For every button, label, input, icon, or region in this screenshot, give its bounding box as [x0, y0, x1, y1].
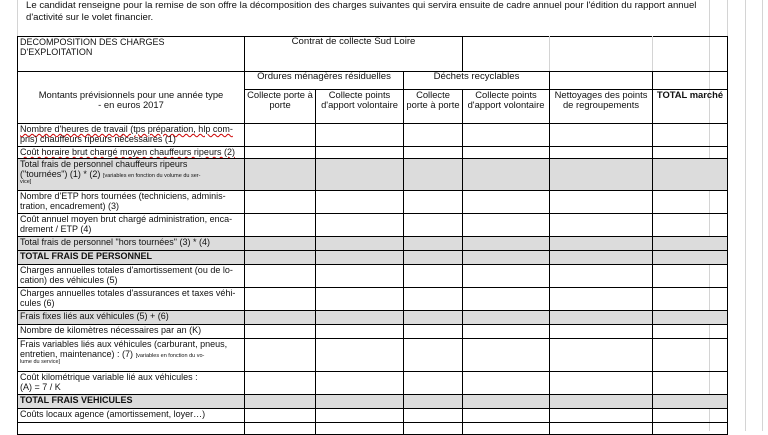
row-header-line-1: Montants prévisionnels pour une année type — [38, 89, 224, 100]
cell[interactable] — [550, 288, 653, 311]
col-header-3: Collecte porte à porte — [404, 90, 463, 124]
cell[interactable] — [653, 265, 728, 288]
cell[interactable] — [245, 124, 316, 147]
table-row — [18, 265, 728, 288]
row-label — [18, 372, 245, 395]
table-row — [18, 372, 728, 395]
grid-line — [745, 0, 746, 431]
group-omr: Ordures ménagères résiduelles — [245, 72, 404, 90]
table-row — [18, 191, 728, 214]
cell[interactable] — [463, 124, 550, 147]
cell[interactable] — [463, 423, 550, 435]
cell[interactable] — [404, 423, 463, 435]
row-label-note: vice] — [20, 179, 32, 185]
cell[interactable] — [653, 214, 728, 237]
cell[interactable] — [404, 147, 463, 159]
cell[interactable] — [316, 423, 404, 435]
table-row — [18, 124, 728, 147]
cell[interactable] — [653, 372, 728, 395]
cell[interactable] — [550, 325, 653, 339]
row-label-line: ("tournées") (1) * (2) — [20, 169, 101, 179]
cell[interactable] — [404, 395, 463, 409]
cell[interactable] — [316, 147, 404, 159]
cell[interactable] — [550, 311, 653, 325]
cell[interactable] — [550, 251, 653, 265]
table-row — [18, 159, 728, 191]
cell[interactable] — [316, 214, 404, 237]
row-label-line: (A) = 7 / K — [20, 382, 61, 392]
row-label-note: [variables en fonction du volume du ser- — [102, 173, 201, 179]
row-label — [18, 159, 245, 191]
cell[interactable] — [550, 423, 653, 435]
table-row — [18, 423, 728, 435]
cell[interactable] — [550, 159, 653, 191]
cell[interactable] — [463, 311, 550, 325]
group-recyclables: Déchets recyclables — [404, 72, 550, 90]
cell[interactable] — [550, 124, 653, 147]
cell[interactable] — [463, 395, 550, 409]
cell[interactable] — [653, 159, 728, 191]
cell[interactable] — [463, 237, 550, 251]
cell[interactable] — [463, 251, 550, 265]
row-label — [18, 265, 245, 288]
row-label-line: Frais variables liés aux véhicules (carburant, pneus, — [20, 339, 228, 349]
cell[interactable] — [316, 159, 404, 191]
row-label — [18, 214, 245, 237]
table-row — [18, 147, 728, 159]
cell[interactable] — [404, 124, 463, 147]
cell[interactable] — [404, 237, 463, 251]
cell[interactable] — [245, 288, 316, 311]
row-label-line: entretien, maintenance) : (7) — [20, 349, 134, 359]
grid-line — [762, 0, 763, 431]
col-header-1: Collecte porte à porte — [245, 90, 316, 124]
row-label-note: [variables en fonction du vo- — [135, 353, 205, 359]
cell[interactable] — [653, 423, 728, 435]
row-label: Coûts locaux agence (amortissement, loyer…) — [18, 409, 245, 423]
row-label-line: cation) des véhicules (5) — [20, 275, 118, 285]
cell[interactable] — [653, 251, 728, 265]
cell[interactable] — [245, 159, 316, 191]
cell[interactable] — [550, 372, 653, 395]
row-label-note: lume du service] — [20, 359, 61, 365]
cell[interactable] — [653, 237, 728, 251]
row-label: Frais fixes liés aux véhicules (5) + (6) — [18, 311, 245, 325]
row-label: TOTAL FRAIS VEHICULES — [18, 395, 245, 409]
charges-table — [17, 36, 728, 435]
row-label-line: Nombre d'heures de travail (tps préparation, hlp com- — [20, 124, 233, 134]
cell[interactable] — [245, 311, 316, 325]
col-header-5: Nettoyages des points de regroupements — [550, 90, 653, 124]
table-title — [18, 37, 245, 72]
cell[interactable] — [463, 409, 550, 423]
cell[interactable] — [550, 395, 653, 409]
empty-cell — [550, 37, 653, 72]
cell[interactable] — [245, 237, 316, 251]
cell[interactable] — [316, 339, 404, 372]
contract-name: Contrat de collecte Sud Loire — [245, 37, 463, 72]
intro-line-1: Le candidat renseigne pour la remise de son offre la décomposition des charges suivantes qui servira ensuite de cadre annuel pour l'édition du rapport annuel — [26, 0, 697, 11]
cell[interactable] — [653, 147, 728, 159]
cell[interactable] — [550, 147, 653, 159]
cell[interactable] — [404, 325, 463, 339]
row-label-line: Nombre d'ETP hors tournées (techniciens, adminis- — [20, 191, 226, 201]
table-row — [18, 237, 728, 251]
cell[interactable] — [653, 288, 728, 311]
table-row — [18, 288, 728, 311]
cell[interactable] — [316, 251, 404, 265]
cell[interactable] — [316, 325, 404, 339]
cell[interactable] — [245, 423, 316, 435]
cell[interactable] — [245, 325, 316, 339]
cell[interactable] — [550, 409, 653, 423]
cell[interactable] — [245, 395, 316, 409]
cell[interactable] — [18, 423, 245, 435]
cell[interactable] — [404, 288, 463, 311]
row-label: Nombre de kilomètres nécessaires par an (K) — [18, 325, 245, 339]
cell[interactable] — [316, 409, 404, 423]
cell[interactable] — [550, 191, 653, 214]
cell[interactable] — [245, 339, 316, 372]
header-row-columns — [18, 90, 728, 124]
cell[interactable] — [316, 237, 404, 251]
cell[interactable] — [550, 237, 653, 251]
intro-line-2: d'activité sur le volet financier. — [26, 12, 154, 23]
cell[interactable] — [316, 124, 404, 147]
table-row — [18, 409, 728, 423]
cell[interactable] — [404, 339, 463, 372]
cell[interactable] — [245, 147, 316, 159]
cell[interactable] — [463, 288, 550, 311]
cell[interactable] — [404, 311, 463, 325]
cell[interactable] — [463, 325, 550, 339]
row-label-line: Charges annuelles totales d'amortissement (ou de lo- — [20, 265, 233, 275]
cell[interactable] — [245, 214, 316, 237]
row-label-line: Total frais de personnel chauffeurs ripeurs — [20, 159, 188, 169]
table-row — [18, 311, 728, 325]
table-row-total — [18, 395, 728, 409]
empty-cell — [18, 72, 245, 90]
cell[interactable] — [316, 372, 404, 395]
row-label: Total frais de personnel "hors tournées" (3) * (4) — [18, 237, 245, 251]
row-label — [18, 191, 245, 214]
header-row-title — [18, 37, 728, 72]
cell[interactable] — [316, 288, 404, 311]
cell[interactable] — [404, 251, 463, 265]
row-label-line: Charges annuelles totales d'assurances et taxes véhi- — [20, 288, 236, 298]
cell[interactable] — [550, 265, 653, 288]
cell[interactable] — [245, 191, 316, 214]
empty-cell — [550, 72, 653, 90]
cell[interactable] — [463, 372, 550, 395]
empty-cell — [463, 37, 550, 72]
cell[interactable] — [245, 409, 316, 423]
empty-cell — [653, 72, 728, 90]
col-header-2: Collecte points d'apport volontaire — [316, 90, 404, 124]
cell[interactable] — [463, 214, 550, 237]
table-row — [18, 325, 728, 339]
row-label: Coût horaire brut chargé moyen chauffeurs ripeurs (2) — [18, 147, 245, 159]
cell[interactable] — [463, 339, 550, 372]
cell[interactable] — [463, 191, 550, 214]
row-label-line: Coût kilométrique variable lié aux véhicules : — [20, 372, 198, 382]
cell[interactable] — [463, 265, 550, 288]
row-label — [18, 124, 245, 147]
cell[interactable] — [245, 251, 316, 265]
cell[interactable] — [653, 395, 728, 409]
cell[interactable] — [653, 124, 728, 147]
empty-cell — [653, 37, 728, 72]
cell[interactable] — [463, 159, 550, 191]
cell[interactable] — [316, 265, 404, 288]
table-title-line-1: DECOMPOSITION DES CHARGES — [20, 37, 165, 47]
row-label — [18, 288, 245, 311]
cell[interactable] — [316, 191, 404, 214]
cell[interactable] — [653, 311, 728, 325]
cell[interactable] — [463, 147, 550, 159]
cell[interactable] — [550, 214, 653, 237]
row-label: TOTAL FRAIS DE PERSONNEL — [18, 251, 245, 265]
cell[interactable] — [245, 372, 316, 395]
cell[interactable] — [653, 325, 728, 339]
cell[interactable] — [404, 265, 463, 288]
cell[interactable] — [404, 191, 463, 214]
row-header — [18, 90, 245, 124]
table-row — [18, 339, 728, 372]
cell[interactable] — [316, 311, 404, 325]
table-row-total — [18, 251, 728, 265]
row-label-line: drement / ETP (4) — [20, 224, 92, 234]
intro-text — [26, 0, 746, 24]
row-label-line: pris) chauffeurs ripeurs nécessaires (1) — [20, 134, 176, 144]
table-row — [18, 214, 728, 237]
row-label — [18, 339, 245, 372]
cell[interactable] — [404, 409, 463, 423]
cell[interactable] — [550, 339, 653, 372]
col-header-4: Collecte points d'apport volontaire — [463, 90, 550, 124]
table-title-line-2: D'EXPLOITATION — [20, 47, 93, 57]
row-label-line: tration, encadrement) (3) — [20, 201, 120, 211]
cell[interactable] — [404, 214, 463, 237]
cell[interactable] — [653, 191, 728, 214]
cell[interactable] — [245, 265, 316, 288]
row-header-line-2: - en euros 2017 — [98, 98, 164, 110]
row-label-line: Coût annuel moyen brut chargé administration, enca- — [20, 214, 233, 224]
cell[interactable] — [653, 339, 728, 372]
cell[interactable] — [404, 372, 463, 395]
cell[interactable] — [316, 395, 404, 409]
cell[interactable] — [404, 159, 463, 191]
row-label-line: cules (6) — [20, 298, 55, 308]
col-header-total: TOTAL marché — [653, 90, 728, 124]
cell[interactable] — [653, 409, 728, 423]
header-row-groups — [18, 72, 728, 90]
